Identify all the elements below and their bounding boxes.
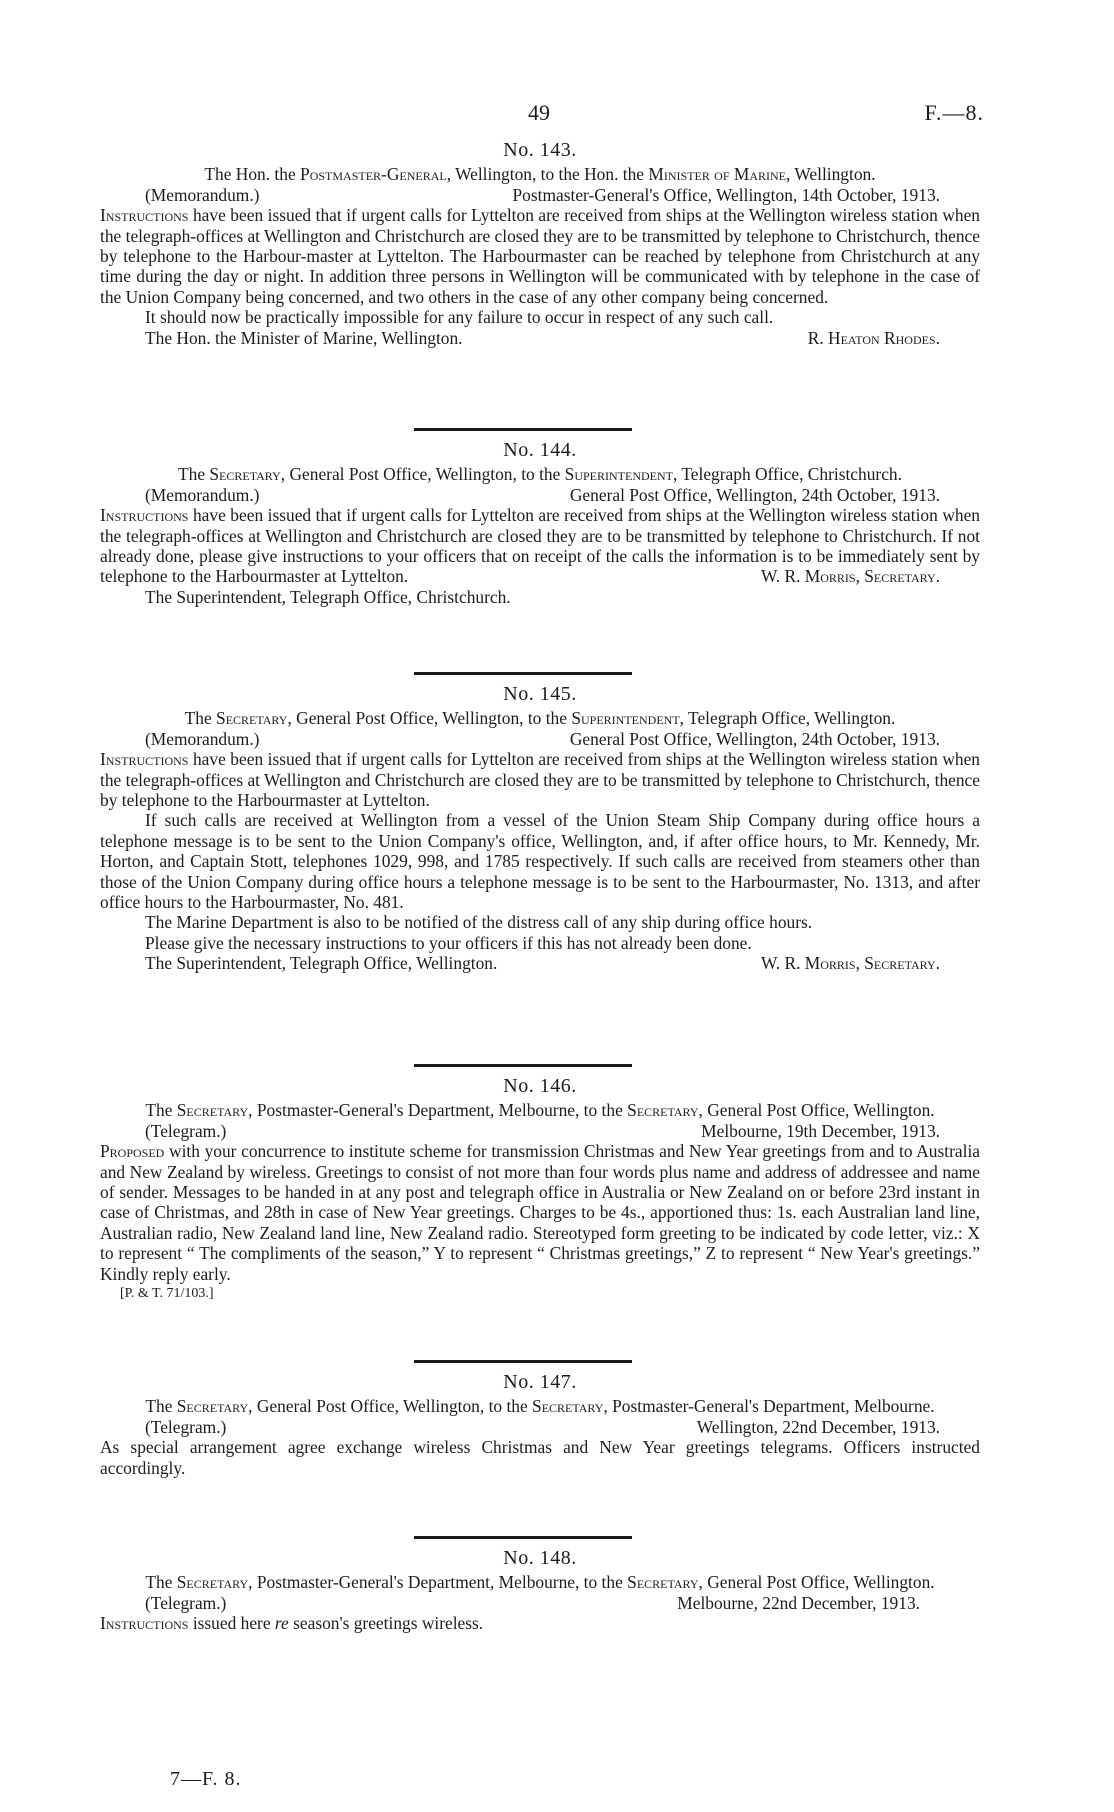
section-divider — [414, 672, 632, 675]
section-144 — [100, 440, 980, 607]
message-kind: (Memorandum.) — [145, 184, 260, 205]
section-divider — [414, 1064, 632, 1067]
section-number: No. 143. — [503, 139, 577, 161]
message-paragraph: If such calls are received at Wellington from a vessel of the Union Steam Ship Company during office hours a telephone message is to be sent to the Union Company's office, Wellington, and, if after office hours, to Mr. Kennedy, Mr. Horton, and Captain Stott, telephones 1029, 998, and 1785 respectively. If such calls are received from steamers other than those of the Union Company during office hours a telephone message is to be sent to the Harbourmaster, No. 1313, and after office hours to the Harbourmaster, No. 481. — [100, 810, 980, 913]
place-date: General Post Office, Wellington, 24th October, 1913. — [569, 484, 940, 505]
message-body: Instructions have been issued that if urgent calls for Lyttelton are received from ships at the Wellington wireless station when the telegraph-offices at Wellington and Christchurch are closed they are to be transmitted by telephone to Christchurch, thence by telephone to the Harbour-master at Lyttelton. The Harbourmaster can be reached by telephone from Christchurch at any time during the day or night. In addition three persons in Wellington will be communicated with by telephone in the case of the Union Company being concerned, and two others in the case of any other company being concerned. — [100, 205, 980, 307]
section-divider — [414, 428, 632, 431]
address-line: The Secretary, General Post Office, Wellington, to the Secretary, Postmaster-General's Department, Melbourne. — [145, 1396, 935, 1417]
address-line: The Hon. the Postmaster-General, Wellington, to the Hon. the Minister of Marine, Wellington. — [204, 164, 876, 185]
place-date: General Post Office, Wellington, 24th October, 1913. — [569, 728, 940, 749]
address-line: The Secretary, Postmaster-General's Department, Melbourne, to the Secretary, General Post Office, Wellington. — [145, 1572, 935, 1593]
recipient-line: The Superintendent, Telegraph Office, Wellington. — [145, 953, 498, 974]
message-paragraph: It should now be practically impossible for any failure to occur in respect of any such call. — [145, 307, 774, 328]
section-divider — [414, 1360, 632, 1363]
place-date: Melbourne, 22nd December, 1913. — [677, 1592, 920, 1613]
page-number: 49 — [528, 100, 550, 125]
file-reference: [P. & T. 71/103.] — [120, 1286, 214, 1302]
kind-date-line — [100, 1121, 980, 1141]
place-date: Wellington, 22nd December, 1913. — [696, 1416, 940, 1437]
signer: W. R. Morris, Secretary. — [760, 953, 940, 974]
section-number: No. 144. — [503, 439, 577, 461]
section-148 — [100, 1548, 980, 1634]
address-line: The Secretary, Postmaster-General's Department, Melbourne, to the Secretary, General Post Office, Wellington. — [145, 1100, 935, 1121]
section-147 — [100, 1372, 980, 1478]
signer: R. Heaton Rhodes. — [807, 327, 940, 348]
address-line: The Secretary, General Post Office, Wellington, to the Superintendent, Telegraph Office, Wellington. — [184, 708, 896, 729]
message-body: Instructions issued here re season's greetings wireless. — [100, 1613, 484, 1634]
message-kind: (Memorandum.) — [145, 484, 260, 505]
section-divider — [414, 1536, 632, 1539]
kind-date-line — [100, 1593, 980, 1613]
message-body: Proposed with your concurrence to institute scheme for transmission Christmas and New Year greetings from and to Australia and New Zealand by wireless. Greetings to consist of not more than four words plus name and address of addressee and name of sender. Messages to be handed in at any post and telegraph office in Australia or New Zealand on or before 23rd instant in case of Christmas, and 28th in case of New Year greetings. Charges to be 4s., apportioned thus: 1s. each Australian land line, Australian radio, New Zealand land line, New Zealand radio. Stereotyped form greeting to be indicated by code letter, viz.: X to represent “ The compliments of the season,” Y to represent “ Christmas greetings,” Z to represent “ New Year's greetings.” Kindly reply early. — [100, 1141, 980, 1284]
message-body: Instructions have been issued that if urgent calls for Lyttelton are received from ships at the Wellington wireless station when the telegraph-offices at Wellington and Christchurch are closed they are to be transmitted by telephone to Christchurch, thence by telephone to the Harbourmaster at Lyttelton. — [100, 749, 980, 811]
section-143 — [100, 140, 980, 348]
section-number: No. 145. — [503, 683, 577, 705]
place-date: Melbourne, 19th December, 1913. — [701, 1120, 940, 1141]
signer: W. R. Morris, Secretary. — [760, 566, 940, 587]
document-reference: F.—8. — [924, 100, 984, 125]
message-kind: (Telegram.) — [145, 1416, 227, 1437]
section-145 — [100, 684, 980, 974]
message-paragraph: The Marine Department is also to be notified of the distress call of any ship during office hours. — [145, 912, 813, 933]
signature-mark: 7—F. 8. — [170, 1768, 242, 1790]
section-146 — [100, 1076, 980, 1304]
place-date: Postmaster-General's Office, Wellington, 14th October, 1913. — [512, 184, 940, 205]
to-signer-line — [100, 953, 980, 973]
section-number: No. 146. — [503, 1075, 577, 1097]
message-kind: (Telegram.) — [145, 1120, 227, 1141]
to-signer-line — [100, 328, 980, 348]
message-paragraph: Please give the necessary instructions to your officers if this has not already been done. — [145, 932, 752, 953]
section-number: No. 147. — [503, 1371, 577, 1393]
section-number: No. 148. — [503, 1547, 577, 1569]
kind-date-line — [100, 185, 980, 205]
message-body: Instructions have been issued that if urgent calls for Lyttelton are received from ships at the Wellington wireless station when the telegraph-offices at Wellington and Christchurch are closed they are to be transmitted by telephone to Christchurch. If not already done, please give instructions to your officers that on receipt of the calls the information is to be immediately sent by telephone to the Harbourmaster at Lyttelton. W. R. Morris, Secretary. — [100, 505, 980, 587]
message-kind: (Memorandum.) — [145, 728, 260, 749]
message-body: As special arrangement agree exchange wireless Christmas and New Year greetings telegrams. Officers instructed accordingly. — [100, 1437, 980, 1478]
recipient-line: The Hon. the Minister of Marine, Wellington. — [145, 327, 463, 348]
recipient-line: The Superintendent, Telegraph Office, Christchurch. — [145, 586, 511, 607]
kind-date-line — [100, 1417, 980, 1437]
kind-date-line — [100, 485, 980, 505]
address-line: The Secretary, General Post Office, Wellington, to the Superintendent, Telegraph Office, Christchurch. — [178, 464, 902, 485]
kind-date-line — [100, 729, 980, 749]
message-kind: (Telegram.) — [145, 1592, 227, 1613]
